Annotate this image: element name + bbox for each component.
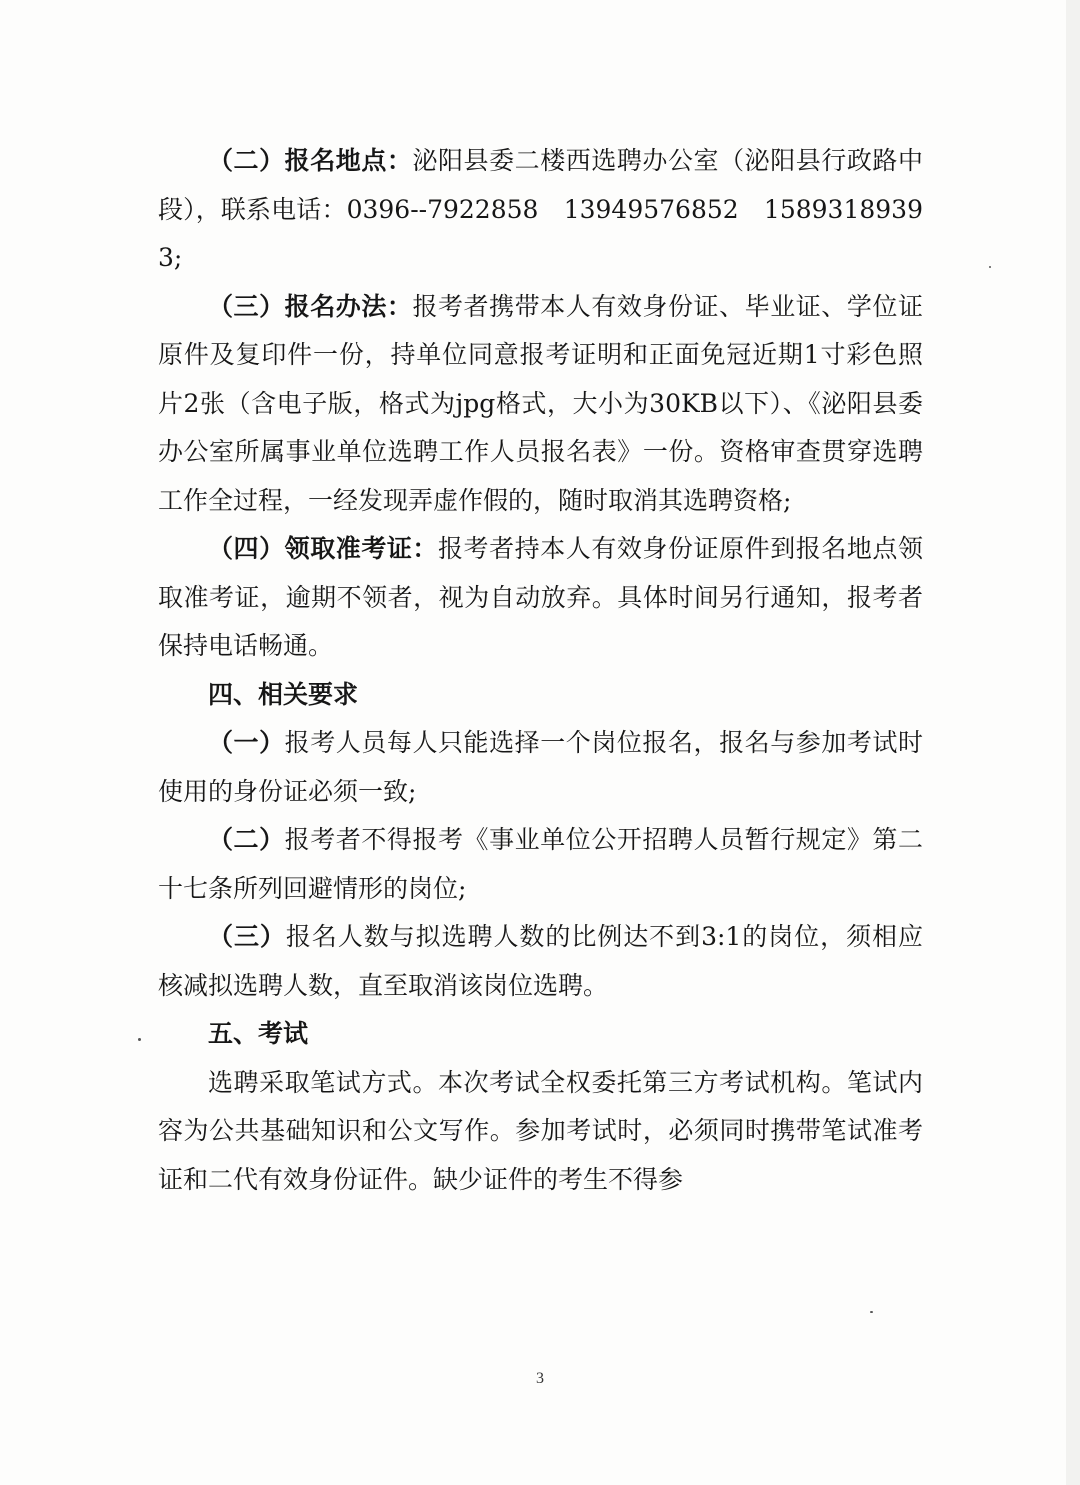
paragraph-lead: （四）领取准考证：: [208, 534, 438, 563]
paragraph-exam-details: [158, 1059, 923, 1205]
paragraph-lead: （三）: [208, 922, 286, 951]
paragraph-requirement-2: [158, 816, 923, 913]
paragraph-text: 报考者持本人有效身份证原件到报名地点领取准考证，逾期不领者，视为自动放弃。具体时间另行通知，报考者保持电话畅通。: [158, 534, 923, 660]
paragraph-text: 报考人员每人只能选择一个岗位报名，报名与参加考试时使用的身份证必须一致;: [158, 728, 923, 806]
paragraph-registration-method: [158, 283, 923, 526]
page-number: 3: [536, 1370, 544, 1387]
paragraph-text: 泌阳县委二楼西选聘办公室（泌阳县行政路中段），联系电话：0396--7922858 13949576852 15893189393;: [158, 146, 923, 272]
paragraph-text: 报考者携带本人有效身份证、毕业证、学位证原件及复印件一份，持单位同意报考证明和正面免冠近期1寸彩色照片2张（含电子版，格式为jpg格式，大小为30KB以下）、《泌阳县委办公室所属事业单位选聘工作人员报名表》一份。资格审查贯穿选聘工作全过程，一经发现弄虚作假的，随时取消其选聘资格;: [158, 291, 923, 515]
section-heading-exam: 五、考试: [208, 1019, 309, 1048]
paragraph-text: 报考者不得报考《事业单位公开招聘人员暂行规定》第二十七条所列回避情形的岗位;: [158, 825, 923, 903]
paragraph-requirement-3: [158, 913, 923, 1010]
scan-speck: [989, 266, 991, 268]
paragraph-registration-location: [158, 137, 923, 283]
paragraph-admission-ticket: [158, 525, 923, 671]
paragraph-text: 选聘采取笔试方式。本次考试全权委托第三方考试机构。笔试内容为公共基础知识和公文写作。参加考试时，必须同时携带笔试准考证和二代有效身份证件。缺少证件的考生不得参: [158, 1067, 923, 1194]
paragraph-text: 报名人数与拟选聘人数的比例达不到3:1的岗位，须相应核减拟选聘人数，直至取消该岗位选聘。: [158, 922, 923, 1000]
scan-speck: [870, 1311, 873, 1313]
document-body: [158, 137, 923, 1204]
paragraph-lead: （一）: [208, 728, 285, 757]
scan-speck: [138, 1038, 141, 1041]
paragraph-lead: （三）报名办法：: [208, 291, 413, 321]
paragraph-requirement-1: [158, 719, 923, 816]
paragraph-lead: （二）报名地点：: [208, 146, 413, 175]
paragraph-lead: （二）: [208, 825, 285, 854]
section-heading-requirements: 四、相关要求: [208, 679, 359, 709]
